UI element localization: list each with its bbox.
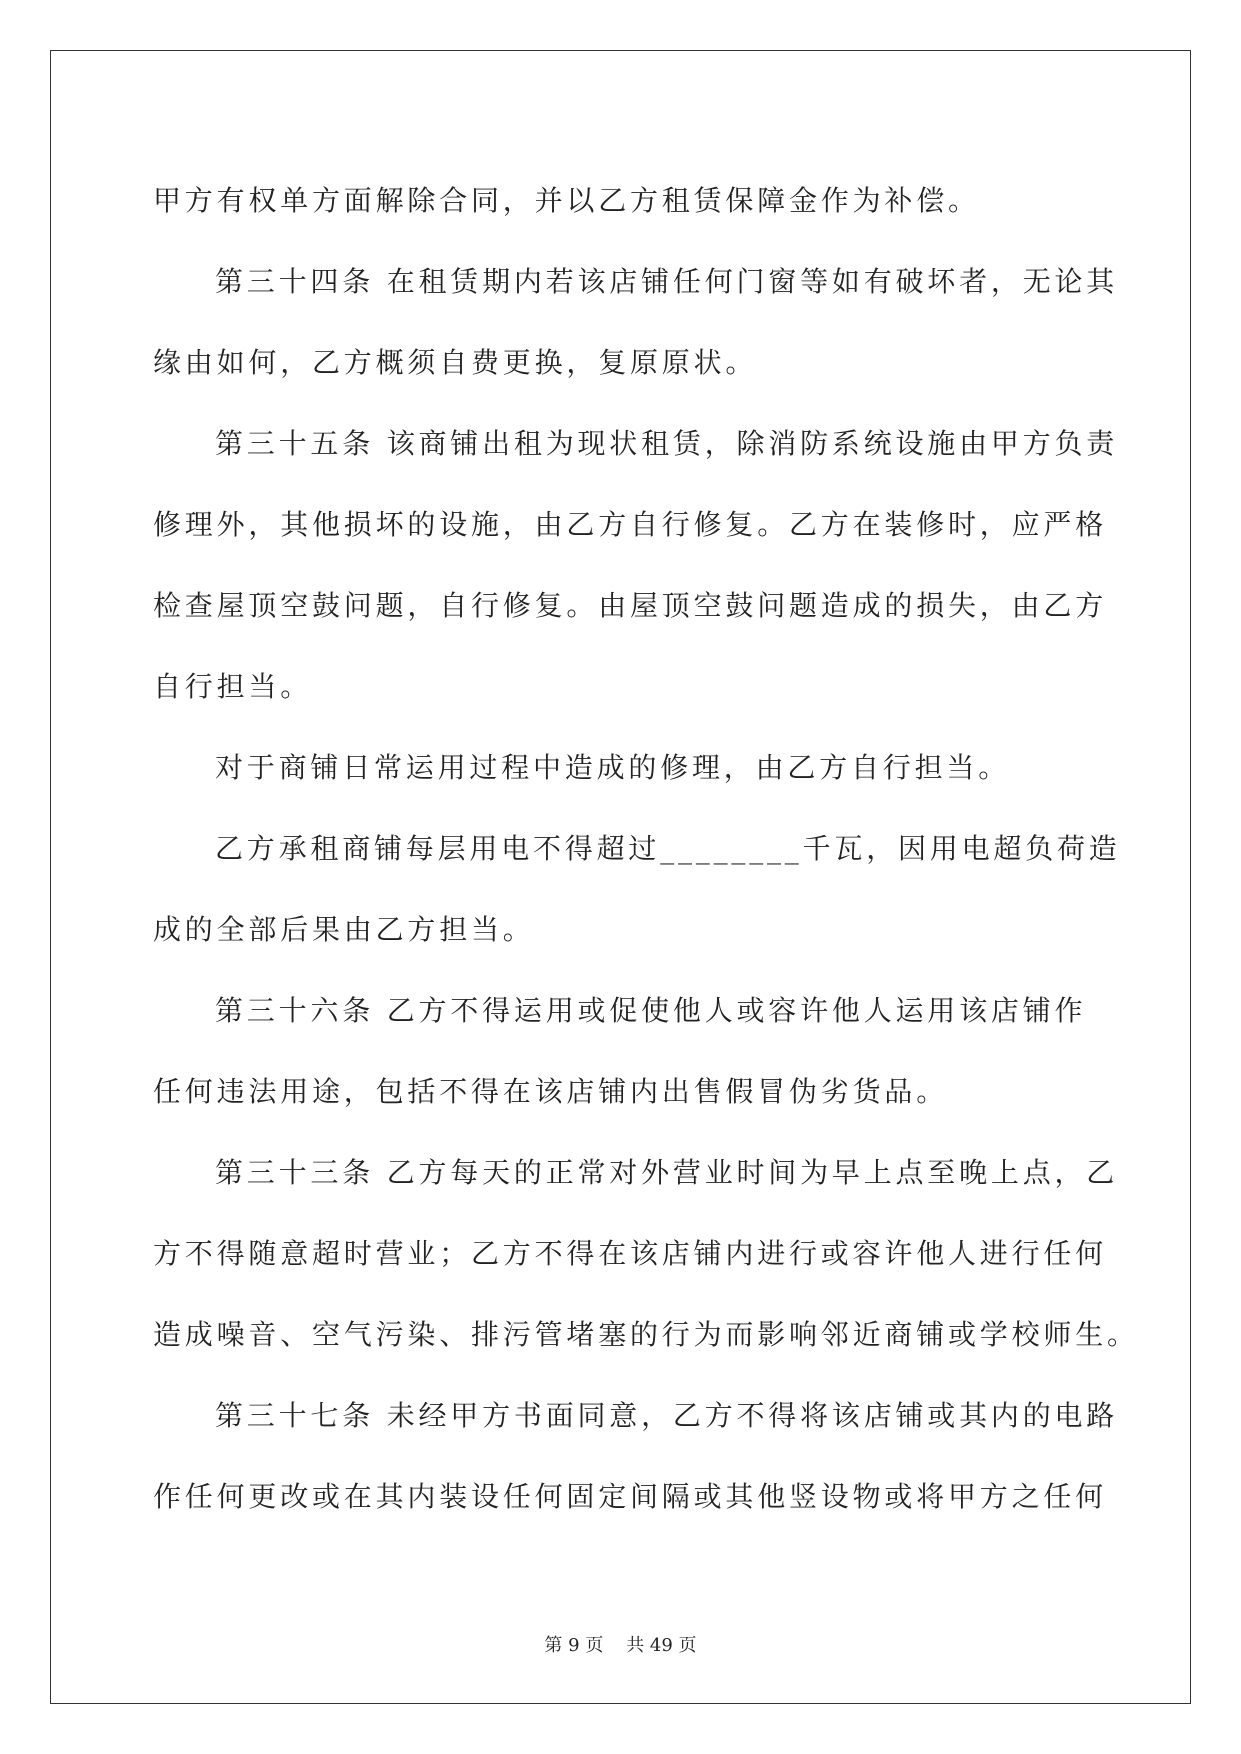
paragraph-electricity [153, 808, 1121, 970]
document-body [153, 160, 1139, 1537]
text-line: 乙方承租商铺每层用电不得超过________千瓦，因用电超负荷造 [215, 832, 1121, 865]
text-line: 任何违法用途，包括不得在该店铺内出售假冒伪劣货品。 [153, 1075, 949, 1108]
text-line: 作任何更改或在其内装设任何固定间隔或其他竖设物或将甲方之任何 [153, 1480, 1108, 1513]
text-line: 造成噪音、空气污染、排污管堵塞的行为而影响邻近商铺或学校师生。 [153, 1318, 1139, 1351]
text-line: 第三十五条 该商铺出租为现状租赁，除消防系统设施由甲方负责 [215, 427, 1119, 460]
text-line: 方不得随意超时营业；乙方不得在该店铺内进行或容许他人进行任何 [153, 1237, 1108, 1270]
paragraph-article-37 [153, 1375, 1119, 1537]
page-number-footer: 第 9 页 共 49 页 [544, 1635, 697, 1656]
text-line: 第三十六条 乙方不得运用或促使他人或容许他人运用该店铺作 [215, 994, 1087, 1027]
paragraph-article-34 [153, 241, 1119, 403]
paragraph-continuation [153, 160, 1093, 241]
text-line: 检查屋顶空鼓问题，自行修复。由屋顶空鼓问题造成的损失，由乙方 [153, 589, 1108, 622]
text-line: 第三十四条 在租赁期内若该店铺任何门窗等如有破坏者，无论其 [215, 265, 1119, 298]
text-line: 第三十七条 未经甲方书面同意，乙方不得将该店铺或其内的电路 [215, 1399, 1119, 1432]
text-line: 缘由如何，乙方概须自费更换，复原原状。 [153, 346, 758, 379]
text-line: 成的全部后果由乙方担当。 [153, 913, 535, 946]
paragraph-repairs [153, 727, 1093, 808]
paragraph-article-35 [153, 403, 1119, 727]
text-line: 甲方有权单方面解除合同，并以乙方租赁保障金作为补偿。 [153, 184, 980, 217]
text-line: 第三十三条 乙方每天的正常对外营业时间为早上点至晚上点，乙 [215, 1156, 1119, 1189]
paragraph-article-33 [153, 1132, 1139, 1375]
paragraph-article-36 [153, 970, 1093, 1132]
text-line: 修理外，其他损坏的设施，由乙方自行修复。乙方在装修时，应严格 [153, 508, 1108, 541]
text-line: 自行担当。 [153, 670, 313, 703]
text-line: 对于商铺日常运用过程中造成的修理，由乙方自行担当。 [215, 751, 1011, 784]
